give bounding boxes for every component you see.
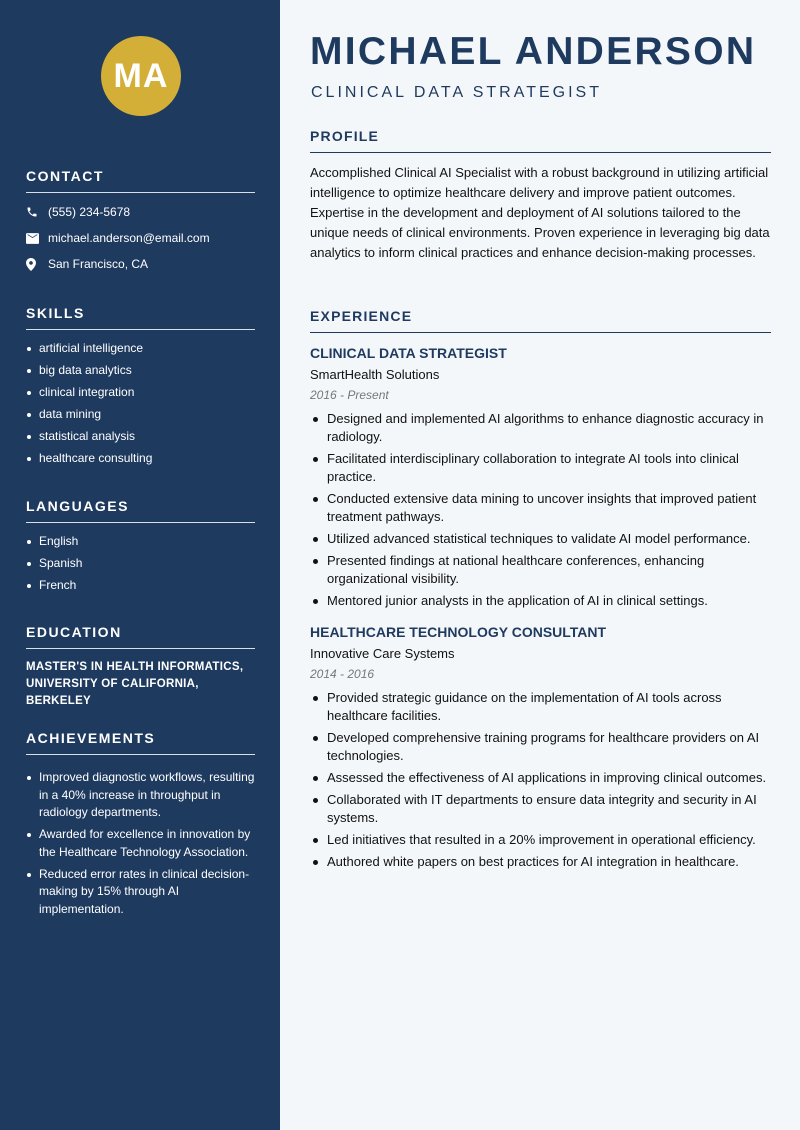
job-bullet: Utilized advanced statistical techniques to validate AI model performance. [310,530,771,548]
location-pin-icon [26,258,48,271]
job-bullet: Designed and implemented AI algorithms to enhance diagnostic accuracy in radiology. [310,410,771,446]
profile-text: Accomplished Clinical AI Specialist with a robust background in utilizing artificial intelligence to optimize healthcare delivery and improve patient outcomes. Expertise in the development and deployment of AI solutions tailored to the unique needs of clinical environments. Proven experience in leveraging big data analytics to inform clinical practices and enhance decision-making processes. [310,165,770,260]
skill-item: data mining [26,406,255,424]
location-text: San Francisco, CA [48,257,149,271]
candidate-name: MICHAEL ANDERSON [310,30,757,73]
sidebar [0,0,280,1130]
achievements-title: ACHIEVEMENTS [26,730,255,755]
job-bullet: Authored white papers on best practices for AI integration in healthcare. [310,853,771,871]
job-bullet: Led initiatives that resulted in a 20% improvement in operational efficiency. [310,831,771,849]
skills-section [26,305,255,472]
languages-section [26,498,255,599]
job-bullet: Mentored junior analysts in the application of AI in clinical settings. [310,592,771,610]
skill-item: healthcare consulting [26,450,255,468]
skills-title: SKILLS [26,305,255,330]
achievements-section [26,730,255,923]
job-bullet: Provided strategic guidance on the implementation of AI tools across healthcare facilities. [310,689,771,725]
language-item: Spanish [26,555,255,573]
job-bullet: Assessed the effectiveness of AI applications in improving clinical outcomes. [310,769,771,787]
job-bullets [310,689,771,871]
experience-title: EXPERIENCE [310,308,771,333]
contact-section [26,168,255,277]
job-bullet: Developed comprehensive training programs for healthcare providers on AI technologies. [310,729,771,765]
education-title: EDUCATION [26,624,255,649]
phone-text: (555) 234-5678 [48,205,131,219]
skill-item: statistical analysis [26,428,255,446]
job-dates: 2016 - Present [310,388,389,402]
profile-section [310,128,771,263]
profile-title: PROFILE [310,128,771,153]
contact-location [26,251,255,277]
skills-list [26,340,255,468]
email-icon [26,233,48,244]
skill-item: clinical integration [26,384,255,402]
job-entry [310,345,771,610]
contact-title: CONTACT [26,168,255,193]
skill-item: big data analytics [26,362,255,380]
job-company: Innovative Care Systems [310,646,455,661]
email-text: michael.anderson@email.com [48,231,210,245]
language-item: English [26,533,255,551]
job-bullet: Conducted extensive data mining to uncover insights that improved patient treatment pathways. [310,490,771,526]
achievement-item: Improved diagnostic workflows, resulting in a 40% increase in throughput in radiology departments. [26,769,255,822]
job-title: CLINICAL DATA STRATEGIST [310,345,507,361]
contact-phone [26,199,255,225]
education-section [26,624,255,710]
job-company: SmartHealth Solutions [310,367,440,382]
job-dates: 2014 - 2016 [310,667,375,681]
job-bullet: Presented findings at national healthcare conferences, enhancing organizational visibility. [310,552,771,588]
achievement-item: Awarded for excellence in innovation by the Healthcare Technology Association. [26,826,255,861]
languages-title: LANGUAGES [26,498,255,523]
job-bullet: Facilitated interdisciplinary collaboration to integrate AI tools into clinical practice. [310,450,771,486]
job-bullets [310,410,771,610]
avatar: MA [101,36,181,116]
candidate-role: CLINICAL DATA STRATEGIST [311,84,602,101]
languages-list [26,533,255,595]
job-entry [310,624,771,871]
contact-email [26,225,255,251]
achievement-item: Reduced error rates in clinical decision-making by 15% through AI implementation. [26,866,255,919]
achievements-list [26,769,255,918]
phone-icon [26,206,48,218]
language-item: French [26,577,255,595]
experience-section [310,308,771,875]
job-bullet: Collaborated with IT departments to ensure data integrity and security in AI systems. [310,791,771,827]
skill-item: artificial intelligence [26,340,255,358]
education-degree: MASTER'S IN HEALTH INFORMATICS, UNIVERSITY OF CALIFORNIA, BERKELEY [26,661,244,707]
job-title: HEALTHCARE TECHNOLOGY CONSULTANT [310,624,607,640]
